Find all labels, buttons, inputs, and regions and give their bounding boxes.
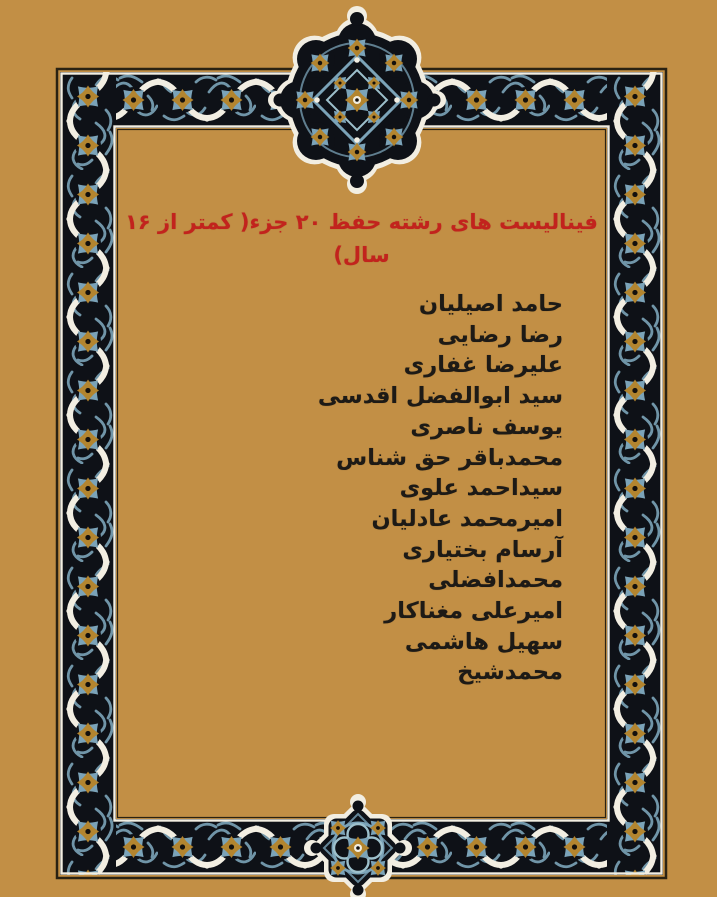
- finalist-name: سید ابوالفضل اقدسی: [317, 383, 563, 410]
- finalist-name: امیرعلی مغناکار: [384, 598, 563, 625]
- finalist-name: امیرمحمد عادلیان: [371, 505, 563, 532]
- finalist-name: محمدشیخ: [457, 659, 563, 686]
- finalist-name: سهیل هاشمی: [404, 628, 563, 655]
- finalist-name: علیرضا غفاری: [403, 352, 563, 379]
- finalist-name: حامد اصیلیان: [418, 291, 563, 317]
- finalist-name: رضا رضایی: [437, 321, 563, 348]
- finalist-name: یوسف ناصری: [410, 413, 563, 440]
- finalist-name: محمدافضلی: [428, 567, 563, 594]
- finalist-name: محمدباقر حق شناس: [336, 444, 563, 471]
- finalist-name: آرسام بختیاری: [402, 536, 563, 563]
- poster-title: فینالیست های رشته حفظ ۲۰ جزء( کمتر از ۱۶ سال): [125, 210, 598, 267]
- finalist-name: سیداحمد علوی: [399, 475, 563, 502]
- finalists-list: [143, 289, 563, 688]
